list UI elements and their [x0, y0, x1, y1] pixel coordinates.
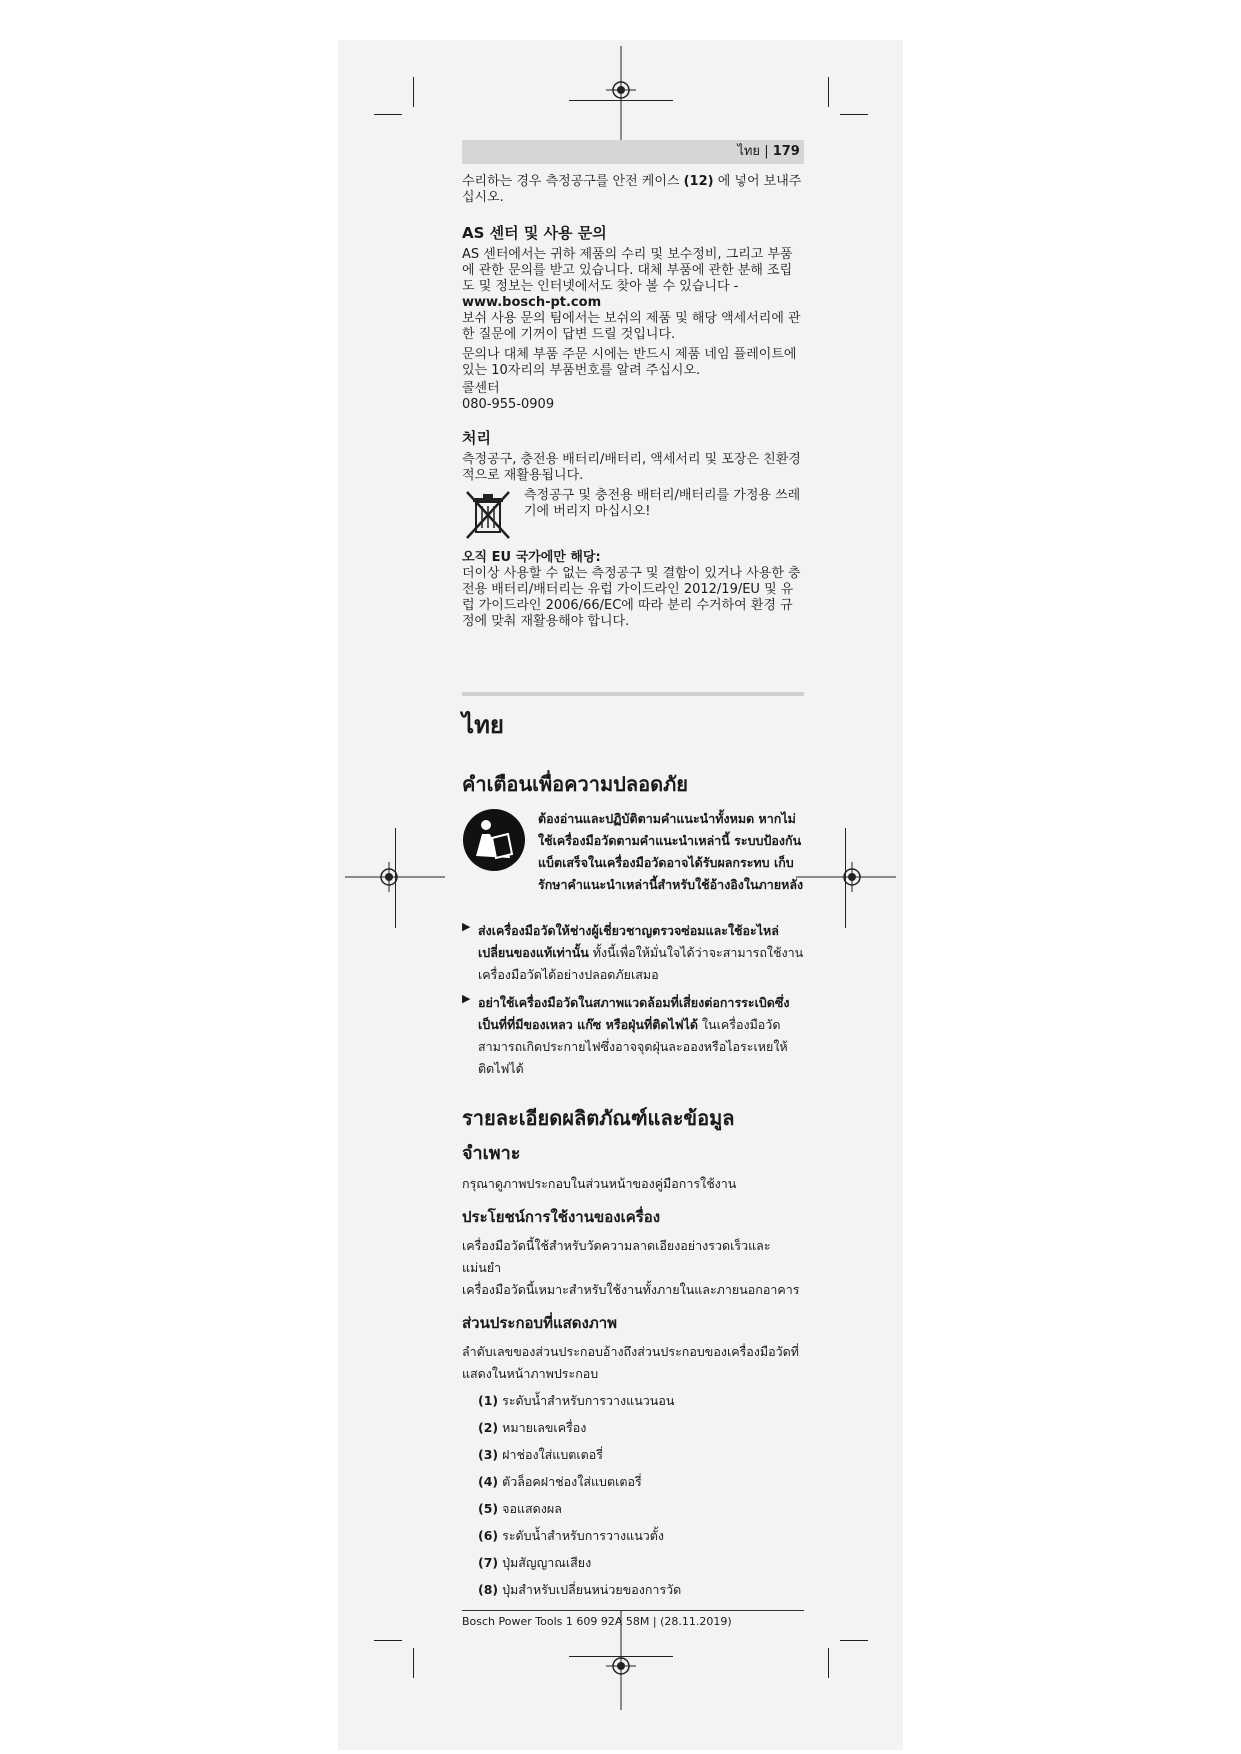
- safety-notice: [462, 808, 804, 908]
- bullet-arrow-icon: ▶: [462, 920, 471, 933]
- product-title-2: จำเพาะ: [462, 1143, 521, 1164]
- website-link[interactable]: www.bosch-pt.com: [462, 295, 602, 310]
- disposal-warning-text: 측정공구 및 충전용 배터리/배터리를 가정용 쓰레기에 버리지 마십시오!: [524, 488, 801, 519]
- intended-use-p2: เครื่องมือวัดนี้เหมาะสำหรับใช้งานทั้งภายในและภายนอกอาคาร: [462, 1282, 800, 1297]
- disposal-paragraph: 측정공구, 충전용 배터리/배터리, 액세서리 및 포장은 친환경적으로 재활용됩니다.: [462, 452, 801, 483]
- registration-mark-right: [796, 860, 896, 894]
- list-item: (5) จอแสดงผล: [478, 1501, 562, 1516]
- crossed-bin-icon: [464, 488, 512, 540]
- thai-title: ไทย: [462, 711, 504, 739]
- page-header: ไทย | 179: [462, 140, 804, 164]
- list-item: (7) ปุ่มสัญญาณเสียง: [478, 1555, 592, 1570]
- list-item: (4) ตัวล็อคฝาช่องใส่แบตเตอรี่: [478, 1474, 642, 1489]
- callcenter-label: 콜센터: [462, 381, 500, 396]
- components-list: [462, 1387, 804, 1603]
- safety-bullet-1: ▶ ส่งเครื่องมือวัดให้ช่างผู้เชี่ยวชาญตรวจซ่อมและใช้อะไหล่เปลี่ยนของแท้เท่านั้น ทั้งนี้เพื่อให้มั่นใจได้ว่าจะสามารถใช้งานเครื่องมือวัดได้อย่างปลอดภัยเสมอ: [462, 920, 804, 982]
- safety-notice-text: ต้องอ่านและปฏิบัติตามคำแนะนำทั้งหมด หากไม่ใช้เครื่องมือวัดตามคำแนะนำเหล่านี้ ระบบป้องกันแบ็ตเสร็จในเครื่องมือวัดอาจได้รับผลกระทบ เก็บรักษาคำแนะนำเหล่านี้สำหรับใช้อ้างอิงในภายหลัง: [538, 811, 804, 892]
- as-center-title: AS 센터 및 사용 문의: [462, 224, 607, 242]
- intended-use-p1: เครื่องมือวัดนี้ใช้สำหรับวัดความลาดเอียงอย่างรวดเร็วและแม่นยำ: [462, 1238, 771, 1275]
- as-center-paragraph: AS 센터에서는 귀하 제품의 수리 및 보수정비, 그리고 부품에 관한 문의를 받고 있습니다. 대체 부품에 관한 분해 조립도 및 정보는 인터넷에서도 찾아 볼 수 있습니다 - www.bosch-pt.com: [462, 247, 793, 310]
- bullet-arrow-icon: ▶: [462, 992, 471, 1005]
- registration-mark-top: [604, 46, 638, 146]
- list-item: (8) ปุ่มสำหรับเปลี่ยนหน่วยของการวัด: [478, 1582, 682, 1597]
- thai-section: [462, 705, 804, 1603]
- components-title: ส่วนประกอบที่แสดงภาพ: [462, 1314, 618, 1332]
- as-center-contact: 보쉬 사용 문의 팀에서는 보쉬의 제품 및 해당 액세서리에 관한 질문에 기꺼이 답변 드릴 것입니다.: [462, 311, 801, 342]
- list-item: (2) หมายเลขเครื่อง: [478, 1420, 587, 1435]
- disposal-title: 처리: [462, 429, 491, 447]
- section-divider: [462, 692, 804, 696]
- list-item: (1) ระดับน้ำสำหรับการวางแนวนอน: [478, 1393, 675, 1408]
- as-center-parts: 문의나 대체 부품 주문 시에는 반드시 제품 네임 플레이트에 있는 10자리의 부품번호를 알려 주십시오.: [462, 347, 797, 378]
- eu-paragraph: 더이상 사용할 수 없는 측정공구 및 결함이 있거나 사용한 충전용 배터리/배터리는 유럽 가이드라인 2012/19/EU 및 유럽 가이드라인 2006/66/EC에 따라 분리 수거하여 환경 규정에 맞춰 재활용해야 합니다.: [462, 566, 801, 629]
- korean-section: [462, 174, 804, 630]
- page-footer: Bosch Power Tools 1 609 92A 58M | (28.11.2019): [462, 1610, 804, 1628]
- product-note: กรุณาดูภาพประกอบในส่วนหน้าของคู่มือการใช้งาน: [462, 1176, 737, 1191]
- page-number: 179: [772, 144, 800, 159]
- read-manual-icon: [462, 808, 526, 872]
- components-intro: ลำดับเลขของส่วนประกอบอ้างถึงส่วนประกอบของเครื่องมือวัดที่แสดงในหน้าภาพประกอบ: [462, 1344, 800, 1381]
- list-item: (6) ระดับน้ำสำหรับการวางแนวตั้ง: [478, 1528, 664, 1543]
- registration-mark-left: [345, 860, 445, 894]
- disposal-warning: [462, 488, 804, 542]
- intended-use-title: ประโยชน์การใช้งานของเครื่อง: [462, 1208, 661, 1226]
- list-item: (3) ฝาช่องใส่แบตเตอรี่: [478, 1447, 604, 1462]
- safety-bullet-2: ▶ อย่าใช้เครื่องมือวัดในสภาพแวดล้อมที่เสี่ยงต่อการระเบิดซึ่งเป็นที่ที่มีของเหลว แก๊ซ หรือฝุ่นที่ติดไฟได้ ในเครื่องมือวัดสามารถเกิดประกายไฟซึ่งอาจจุดฝุ่นละอองหรือไอระเหยให้ติดไฟได้: [462, 992, 790, 1076]
- safety-title: คำเตือนเพื่อความปลอดภัย: [462, 772, 689, 796]
- callcenter-phone: 080-955-0909: [462, 397, 555, 412]
- eu-title: 오직 EU 국가에만 해당:: [462, 550, 601, 565]
- header-language: ไทย: [737, 144, 761, 159]
- repair-intro: 수리하는 경우 측정공구를 안전 케이스 (12) 에 넣어 보내주십시오.: [462, 174, 802, 205]
- product-title-1: รายละเอียดผลิตภัณฑ์และข้อมูล: [462, 1106, 735, 1130]
